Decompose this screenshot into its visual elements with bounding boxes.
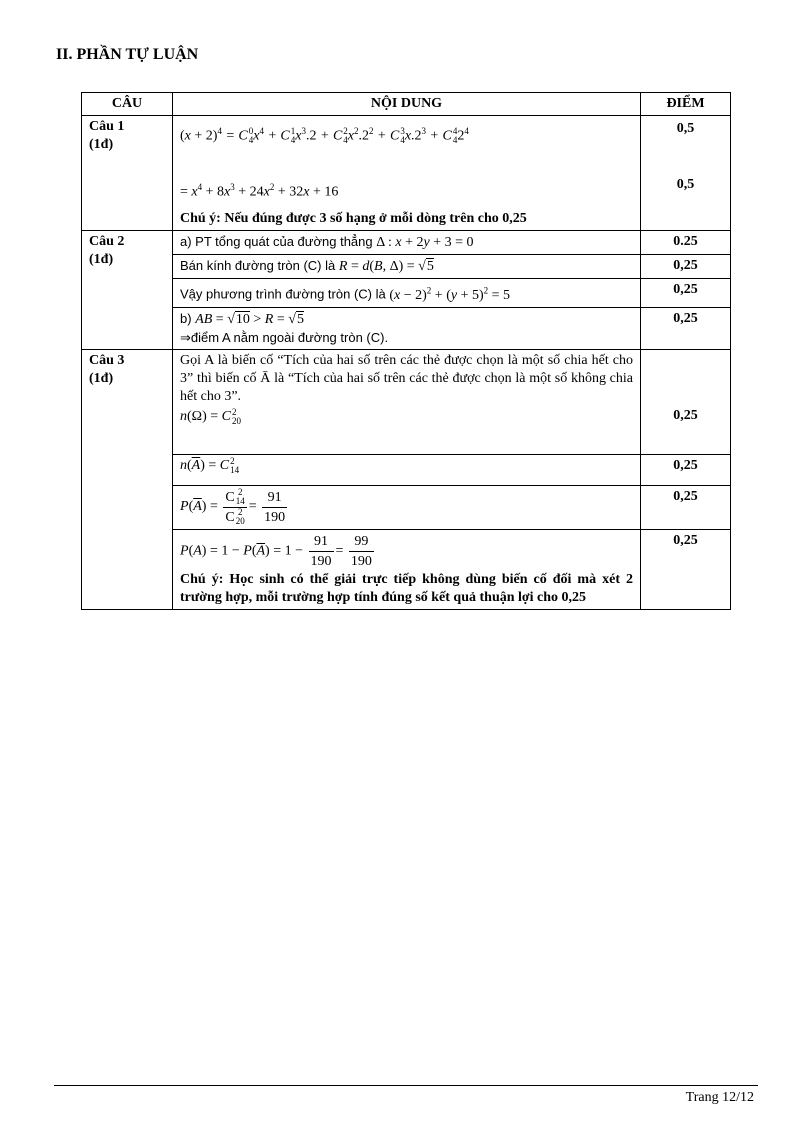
header-cau: CÂU xyxy=(82,93,173,116)
question-cell xyxy=(82,349,173,609)
question-label: Câu 3 xyxy=(89,352,125,368)
header-noi-dung: NỘI DUNG xyxy=(173,93,641,116)
radius-formula: R = d(B, Δ) = √5 xyxy=(338,259,434,274)
points: 0,5 xyxy=(676,177,695,192)
table-row xyxy=(82,529,731,609)
content-cell xyxy=(173,485,641,529)
complement-probability-formula: $P(\overline{A})$ = C 2 14 C 2 20 = $\frac{91}{190}$ xyxy=(180,487,286,527)
content-cell xyxy=(173,279,641,308)
implies-icon: ⇒ xyxy=(180,329,191,345)
page-number: Trang 12/12 xyxy=(685,1090,754,1105)
question-label: Câu 1 xyxy=(89,119,125,134)
line-equation-text: a) PT tổng quát của đường thẳng xyxy=(180,234,373,249)
table-row xyxy=(82,255,731,279)
points: 0,25 xyxy=(641,485,731,529)
table-header-row xyxy=(82,93,731,116)
points: 0,5 xyxy=(676,121,695,136)
table-row xyxy=(82,454,731,485)
table-row xyxy=(82,279,731,308)
complement-count-formula: $n(\overline{A}) = C$ 2 14 xyxy=(180,455,240,475)
question-cell xyxy=(82,116,173,231)
answer-table xyxy=(81,92,731,610)
question-max-points: (1đ) xyxy=(89,252,114,267)
content-cell xyxy=(173,231,641,255)
table-row xyxy=(82,485,731,529)
table-row xyxy=(82,307,731,349)
content-cell xyxy=(173,255,641,279)
points: 0.25 xyxy=(641,231,731,255)
formula-result: = $x^4 + 8x^3 + 24x^2 + 32x + 16$ xyxy=(180,182,339,200)
content-cell xyxy=(173,349,641,454)
content-cell xyxy=(173,454,641,485)
content-cell xyxy=(173,529,641,609)
line-equation: Δ : x + 2y + 3 = 0 xyxy=(376,235,474,250)
section-title: II. PHẦN TỰ LUẬN xyxy=(56,46,199,63)
circle-equation: $(x - 2)^2 + (y + 5)^2 = 5$ xyxy=(389,285,511,303)
header-diem: ĐIỂM xyxy=(641,93,731,116)
event-definition: Gọi A là biến cố “Tích của hai số trên các thẻ được chọn là một số chia hết cho 3” thì biến cố Ā là “Tích của hai số trên các thẻ được chọn là một số không chia hết cho 3”. xyxy=(180,352,633,404)
distance-comparison: AB = √10 > R = √5 xyxy=(195,311,304,327)
note: Chú ý: Học sinh có thể giải trực tiếp không dùng biến cố đối mà xét 2 trường hợp, mỗi trường hợp tính đúng số kết quả thuận lợi cho 0,25 xyxy=(180,571,633,605)
points xyxy=(641,349,731,454)
table-row xyxy=(82,231,731,255)
footer-divider xyxy=(54,1085,758,1086)
question-label: Câu 2 xyxy=(89,234,125,249)
points-value: 0,25 xyxy=(673,407,698,423)
question-max-points: (1đ) xyxy=(89,137,114,152)
points: 0,25 xyxy=(641,307,731,349)
sample-space-formula: n(Ω) = C 2 20 xyxy=(180,406,241,426)
content-cell xyxy=(173,307,641,349)
content-cell xyxy=(173,116,641,231)
table-row xyxy=(82,116,731,231)
points: 0,25 xyxy=(641,529,731,609)
circle-equation-text: Vậy phương trình đường tròn (C) là xyxy=(180,286,386,302)
points-cell xyxy=(641,116,731,231)
points: 0,25 xyxy=(641,255,731,279)
points: 0,25 xyxy=(641,454,731,485)
question-max-points: (1đ) xyxy=(89,370,114,386)
conclusion-text: điểm A nằm ngoài đường tròn (C). xyxy=(190,329,389,345)
part-b-label: b) xyxy=(180,310,192,326)
note: Chú ý: Nếu đúng được 3 số hạng ở mỗi dòng trên cho 0,25 xyxy=(180,211,527,226)
probability-formula: $P(A) = 1 - P(\overline{A}) = 1$ − $\frac{91}{190}$ = $\frac{99}{190}$ xyxy=(180,533,372,569)
formula-expansion: $(x + 2)^4 = C$ 0 4 $x^4 + C$ 1 4 $x^3.2 + C$ 2 4 $x^2.2^2 + C$ 3 4 $x.2^3 + C$ 4 4 $2^4$ xyxy=(180,126,469,146)
table-row xyxy=(82,349,731,454)
radius-text: Bán kính đường tròn (C) là xyxy=(180,258,336,273)
points: 0,25 xyxy=(641,279,731,308)
question-cell xyxy=(82,231,173,350)
